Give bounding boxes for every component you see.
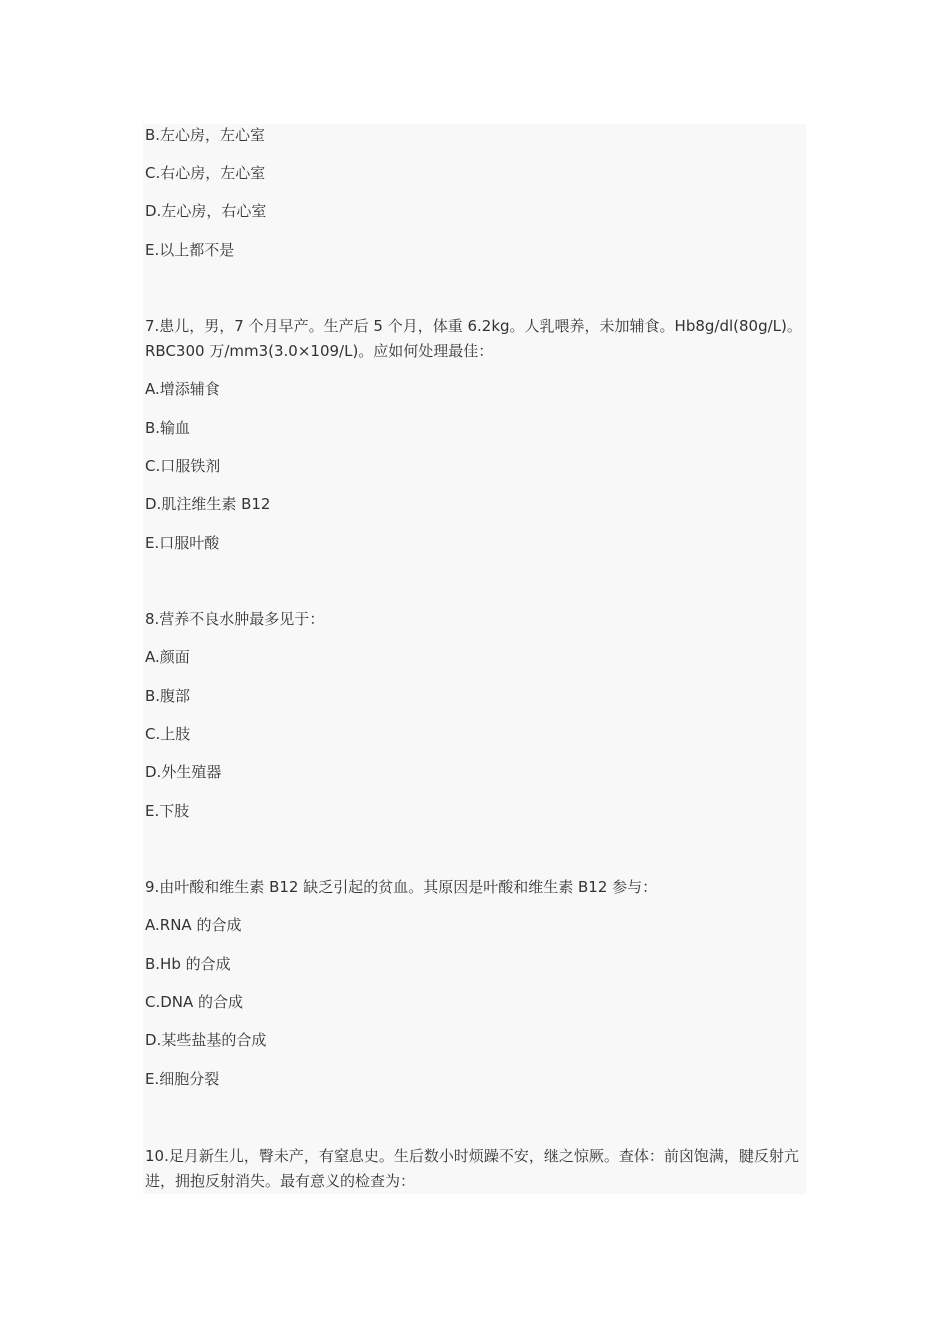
q7-option-b: B.输血 xyxy=(145,419,191,437)
q9-stem: 9.由叶酸和维生素 B12 缺乏引起的贫血。其原因是叶酸和维生素 B12 参与： xyxy=(145,878,658,896)
q8-option-b: B.腹部 xyxy=(145,687,191,705)
q7-stem: 7.患儿，男，7 个月早产。生产后 5 个月，体重 6.2kg。人乳喂养，未加辅食。Hb8g/dl(80g/L)。RBC300 万/mm3(3.0×109/L)。应如何处理最佳： xyxy=(145,317,802,360)
q6-option-b: B.左心房，左心室 xyxy=(145,126,266,144)
q7-option-a: A.增添辅食 xyxy=(145,380,220,398)
q9-option-d: D.某些盐基的合成 xyxy=(145,1031,267,1049)
q9-option-e: E.细胞分裂 xyxy=(145,1070,220,1088)
q8-option-c: C.上肢 xyxy=(145,725,191,743)
q10-stem: 10.足月新生儿，臀未产，有窒息史。生后数小时烦躁不安，继之惊厥。查体：前囟饱满，腱反射亢进，拥抱反射消失。最有意义的检查为： xyxy=(145,1147,799,1190)
q8-stem: 8.营养不良水肿最多见于： xyxy=(145,610,325,628)
q7-option-c: C.口服铁剂 xyxy=(145,457,221,475)
q6-option-d: D.左心房，右心室 xyxy=(145,202,267,220)
q6-option-c: C.右心房，左心室 xyxy=(145,164,266,182)
q8-option-e: E.下肢 xyxy=(145,802,190,820)
q9-option-c: C.DNA 的合成 xyxy=(145,993,244,1011)
q7-option-d: D.肌注维生素 B12 xyxy=(145,495,271,513)
q6-option-e: E.以上都不是 xyxy=(145,241,235,259)
q7-option-e: E.口服叶酸 xyxy=(145,534,220,552)
q9-option-b: B.Hb 的合成 xyxy=(145,955,231,973)
q8-option-d: D.外生殖器 xyxy=(145,763,222,781)
q9-option-a: A.RNA 的合成 xyxy=(145,916,242,934)
q8-option-a: A.颜面 xyxy=(145,648,190,666)
